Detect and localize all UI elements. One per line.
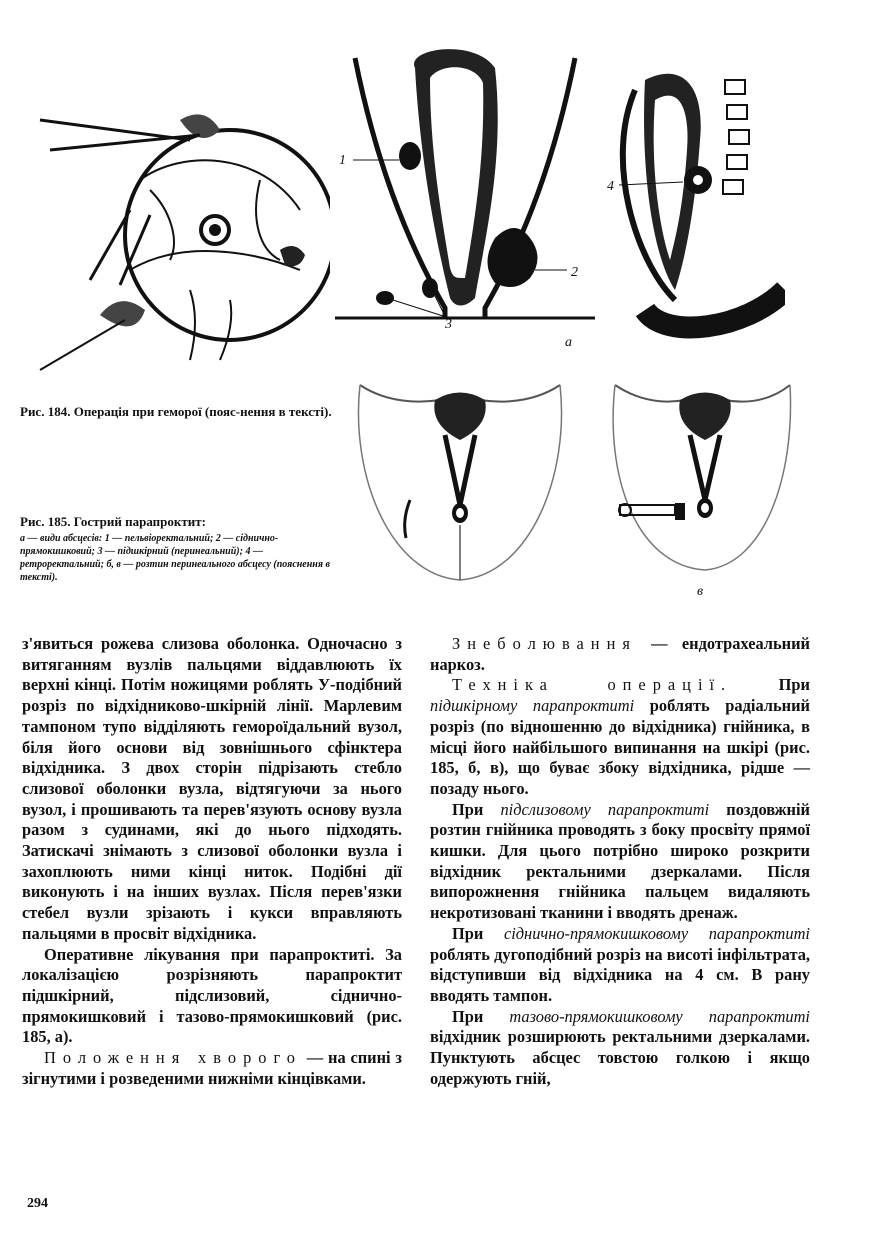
- label-v: в: [697, 584, 704, 599]
- figure-184-caption: Рис. 184. Операція при геморої (пояс-нення в тексті).: [20, 404, 332, 419]
- label-1: 1: [339, 153, 346, 168]
- figure-184-illustration: [30, 60, 330, 375]
- page-number: 294: [27, 1196, 48, 1211]
- figure-185-sagittal-section: [605, 60, 785, 342]
- label-3: 3: [445, 317, 452, 332]
- label-2: 2: [571, 265, 578, 280]
- left-paragraph-3: Положення хворого — на спині з зігнутими і розведеними нижніми кінцівками.: [22, 1048, 403, 1088]
- figure-185a-coronal-section: [335, 38, 595, 350]
- right-paragraph-5: При тазово-прямокишковому парапроктиті відхідник розширюють ректальними дзеркалами. Пунктують абсцес товстою голкою і якщо одержують гній,: [430, 1006, 810, 1088]
- figure-185b-perineum: [350, 375, 570, 585]
- right-paragraph-4: При сіднично-прямокишковому парапроктиті роблять дугоподібний розріз на висоті інфільтрата, відступивши від відхідника на 4 см. В рану вводять тампон.: [430, 923, 810, 1005]
- right-paragraph-2: Техніка операції. При підшкірному парапроктиті роблять радіальний розріз (по відношенню до відхідника) гнійника, в місці його найбільшого випинання на шкірі (рис. 185, б, в), що буває збоку відхідника, рідше — позаду нього.: [430, 675, 810, 798]
- label-4: 4: [607, 179, 614, 194]
- right-paragraph-3: При підслизовому парапроктиті поздовжній розтин гнійника проводять з боку просвіту прямої кишки. Для цього потрібно широко розкрити відхідник ректальними дзеркалами. Після випорожнення гнійника пальцем видаляють некротизовані тканини і вводять дренаж.: [430, 799, 810, 923]
- figure-185-caption-legend: а — види абсцесів: 1 — пельвіоректальний; 2 — сіднично-прямокишковий; 3 — підшкірний (перинеальний); 4 — ретроректальний; б, в — розтин перинеального абсцесу (пояснення в тексті).: [20, 533, 330, 583]
- left-paragraph-2: Оперативне лікування при парапроктиті. За локалізацією розрізняють парапроктит підшкірний, підслизовий, сіднично-прямокишковий і тазово-прямокишковий (рис. 185, а).: [22, 944, 402, 1047]
- left-text-column: [22, 634, 402, 1089]
- right-text-column: [430, 634, 810, 1089]
- left-paragraph-1: з'явиться рожева слизова оболонка. Одночасно з витяганням вузлів пальцями віддавлюють їх верхні кінці. Потім ножицями роблять У-подібний розріз по відхідниково-шкірній лінії. Марлевим тампоном тупо відділяють гемороїдальний вузол, біля його основи від зовнішнього сфінктера відхідника. З двох сторін підрізають стебло слизової оболонки вузла, відтягуючи за нього вузол, і прошивають та перев'язують основу вузла разом з судинами, які до нього підходять. Затискачі знімають з слизової оболонки вузла і захоплюють ними кінці ниток. Подібні дії виконують і на інших вузлах. Після перев'язки стебел вузли зрізають і кукси вправляють пальцями в просвіт відхідника.: [22, 634, 402, 943]
- right-paragraph-1: Знеболювання — ендотрахеальний наркоз.: [430, 634, 810, 674]
- figure-185-caption-title: Рис. 185. Гострий парапроктит:: [20, 514, 206, 529]
- figure-185v-perineum-instrument: [605, 375, 795, 600]
- label-a: а: [565, 335, 572, 350]
